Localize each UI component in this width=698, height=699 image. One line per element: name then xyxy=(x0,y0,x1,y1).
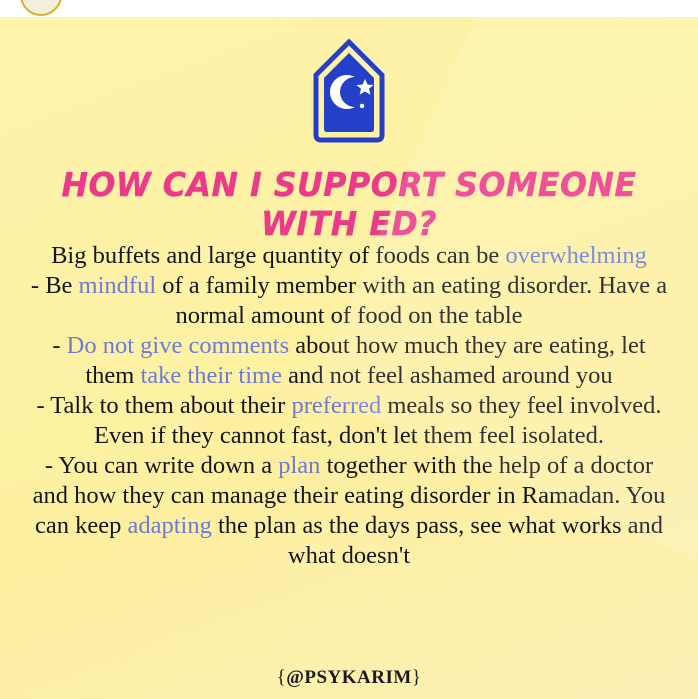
avatar[interactable] xyxy=(20,0,62,16)
text-segment: about how much they are eating, let them xyxy=(85,332,646,389)
post-card xyxy=(0,17,698,699)
author-handle[interactable] xyxy=(277,667,422,688)
top-strip xyxy=(0,0,698,18)
paragraph-2 xyxy=(28,271,670,331)
highlight-plan: plan xyxy=(278,452,321,479)
logo-container xyxy=(0,39,698,148)
paragraph-3 xyxy=(28,331,670,391)
mosque-crescent-star-icon xyxy=(310,39,388,143)
text-segment: and not feel ashamed around you xyxy=(281,362,613,389)
brace-close: } xyxy=(411,667,422,688)
text-segment: the plan as the days pass, see what works and what doesn't xyxy=(211,512,663,569)
highlight-do-not-give-comments: Do not give comments xyxy=(66,332,290,359)
brace-open: { xyxy=(276,667,287,688)
text-segment: meals so they feel involved. Even if they cannot fast, don't let them feel isolated. xyxy=(94,392,662,449)
handle-container xyxy=(0,667,698,689)
text-segment: - Talk to them about their xyxy=(36,392,292,419)
page-title: HOW CAN I SUPPORT SOMEONE WITH ED? xyxy=(61,165,637,243)
text-segment: of a family member with an eating disorder. Have a normal amount of food on the table xyxy=(156,272,668,329)
highlight-preferred: preferred xyxy=(291,392,382,419)
post-body xyxy=(28,241,670,571)
paragraph-5 xyxy=(28,451,670,571)
highlight-overwhelming: overwhelming xyxy=(505,242,647,269)
paragraph-4 xyxy=(28,391,670,451)
text-segment: - xyxy=(52,332,67,359)
text-segment: together with the help of a doctor and how they can manage their eating disorder in Ramadan. You can keep xyxy=(32,452,666,539)
highlight-adapting: adapting xyxy=(127,512,212,539)
text-segment: - Be xyxy=(30,272,79,299)
highlight-mindful: mindful xyxy=(78,272,157,299)
text-segment: - You can write down a xyxy=(44,452,279,479)
highlight-take-their-time: take their time xyxy=(140,362,282,389)
paragraph-1 xyxy=(28,241,670,271)
text-segment: Big buffets and large quantity of foods can be xyxy=(51,242,506,269)
handle-text: @PSYKARIM xyxy=(286,667,412,688)
